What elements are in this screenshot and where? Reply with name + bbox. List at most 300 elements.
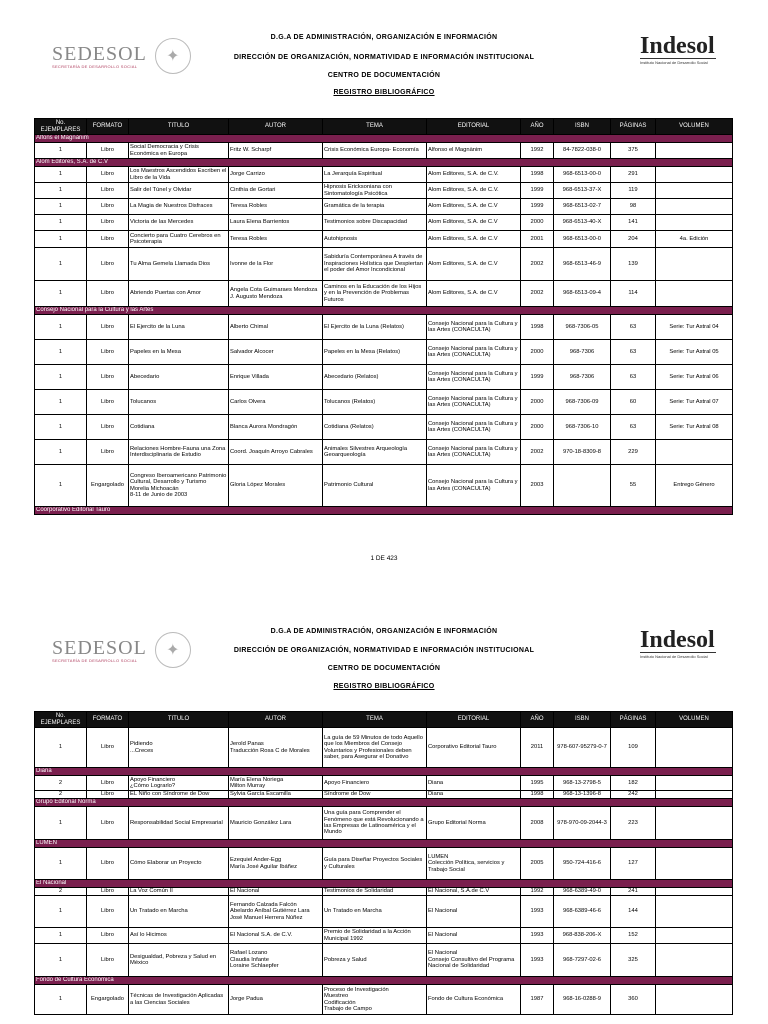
table-cell: 2011 — [521, 728, 554, 768]
table-cell: Alfonso el Magnànim — [427, 143, 521, 159]
table-cell: Libro — [87, 896, 129, 928]
column-header: FORMATO — [87, 712, 129, 728]
table-cell: Diana — [427, 791, 521, 799]
table-cell: Libro — [87, 315, 129, 340]
table-cell: 968-6513-09-4 — [554, 281, 611, 307]
table-cell: Cotidiana — [129, 415, 229, 440]
table-cell: Alom Editores, S.A. de C.V. — [427, 167, 521, 183]
column-header: EDITORIAL — [427, 712, 521, 728]
table-cell: Hipnosis Ericksoniana con Sintomatología Psicótica — [323, 183, 427, 199]
table-cell: 4a. Edición — [656, 231, 733, 248]
table-cell: 968-6389-46-6 — [554, 896, 611, 928]
table-cell: 1998 — [521, 315, 554, 340]
table-cell: Fritz W. Scharpf — [229, 143, 323, 159]
table-cell: Rafael Lozano Claudia Infante Loraine Schlaepfer — [229, 944, 323, 977]
column-header: TEMA — [323, 119, 427, 135]
table-cell — [656, 776, 733, 791]
table-cell: 223 — [611, 807, 656, 840]
publisher-group-label: Coorporativo Editorial Tauro — [35, 507, 733, 515]
table-cell: Corporativo Editorial Tauro — [427, 728, 521, 768]
table-cell: El Nacional S.A. de C.V. — [229, 928, 323, 944]
table-cell: 204 — [611, 231, 656, 248]
table-cell: Entrego Género — [656, 465, 733, 507]
table-cell: 1 — [35, 848, 87, 880]
table-cell — [656, 807, 733, 840]
table-cell: 141 — [611, 215, 656, 231]
table-cell: Mauricio González Lara — [229, 807, 323, 840]
publisher-group-row — [35, 768, 733, 776]
table-cell: Abriendo Puertas con Amor — [129, 281, 229, 307]
table-cell: Pidiendo ...Creces — [129, 728, 229, 768]
table-cell: Consejo Nacional para la Cultura y las Artes (CONACULTA) — [427, 315, 521, 340]
table-cell: Serie: Tur Astral 04 — [656, 315, 733, 340]
table-header-row — [35, 712, 733, 728]
table-cell: Libro — [87, 807, 129, 840]
table-cell: Jorge Carrizo — [229, 167, 323, 183]
table-cell: 1993 — [521, 944, 554, 977]
table-cell: 152 — [611, 928, 656, 944]
column-header: AÑO — [521, 712, 554, 728]
publisher-group-label: LUMEN — [35, 840, 733, 848]
table-cell: El Nacional, S.A.de C.V — [427, 888, 521, 896]
table-row — [35, 985, 733, 1015]
table-cell: 968-7306-05 — [554, 315, 611, 340]
table-row — [35, 848, 733, 880]
table-cell: Gloria López Morales — [229, 465, 323, 507]
column-header: PÁGINAS — [611, 712, 656, 728]
table-cell: 950-724-416-6 — [554, 848, 611, 880]
table-cell — [656, 791, 733, 799]
table-cell: Desigualdad, Pobreza y Salud en México — [129, 944, 229, 977]
table-cell: 1 — [35, 985, 87, 1015]
table-cell: 1999 — [521, 183, 554, 199]
header-line-3: CENTRO DE DOCUMENTACIÓN — [327, 72, 441, 79]
table-cell: 241 — [611, 888, 656, 896]
table-cell: Teresa Robles — [229, 199, 323, 215]
table-cell: Consejo Nacional para la Cultura y las Artes (CONACULTA) — [427, 440, 521, 465]
table-cell: Congreso Iberoamericano Patrimonio Cultural, Desarrollo y Turismo Morelia Michoacán 8-11 de Junio de 2003 — [129, 465, 229, 507]
table-cell: El Nacional Consejo Consultivo del Programa Nacional de Solidaridad — [427, 944, 521, 977]
table-cell: Libro — [87, 143, 129, 159]
table-cell: Ivonne de la Flor — [229, 248, 323, 281]
table-cell: Libro — [87, 183, 129, 199]
table-cell: 182 — [611, 776, 656, 791]
table-cell: Ezequiel Ander-Egg María José Aguilar Ibáñez — [229, 848, 323, 880]
table-cell: Abecedario (Relatos) — [323, 365, 427, 390]
table-cell: Así lo Hicimos — [129, 928, 229, 944]
table-cell: El Nacional — [229, 888, 323, 896]
table-cell: Cotidiana (Relatos) — [323, 415, 427, 440]
table-cell: 1 — [35, 167, 87, 183]
indesol-logo: Indesol Instituto Nacional de Desarrollo Social — [640, 33, 715, 65]
table-cell: 968-13-1396-8 — [554, 791, 611, 799]
table-cell: 1992 — [521, 143, 554, 159]
table-cell: 63 — [611, 365, 656, 390]
table-cell: 968-6389-49-0 — [554, 888, 611, 896]
table-cell: 1 — [35, 440, 87, 465]
table-cell: Técnicas de Investigación Aplicadas a las Ciencias Sociales — [129, 985, 229, 1015]
table-cell: 139 — [611, 248, 656, 281]
table-cell: Angela Cota Guimaraes Mendoza J. Augusto Mendoza — [229, 281, 323, 307]
table-cell: 1 — [35, 315, 87, 340]
table-cell: Libro — [87, 167, 129, 183]
column-header: FORMATO — [87, 119, 129, 135]
table-cell: 63 — [611, 340, 656, 365]
table-row — [35, 896, 733, 928]
table-cell: 968-7297-02-6 — [554, 944, 611, 977]
table-cell: 968-6513-46-9 — [554, 248, 611, 281]
table-cell: 1995 — [521, 776, 554, 791]
header-line-4: REGISTRO BIBLIOGRÁFICO — [333, 89, 435, 96]
header-line-1: D.G.A DE ADMINISTRACIÓN, ORGANIZACIÓN E INFORMACIÓN — [270, 628, 498, 635]
table-row — [35, 944, 733, 977]
table-cell: Diana — [427, 776, 521, 791]
table-cell: Consejo Nacional para la Cultura y las Artes (CONACULTA) — [427, 415, 521, 440]
table-cell: 1 — [35, 143, 87, 159]
table-cell: La guía de 59 Minutos de todo Aquello que los Miembros del Consejo Voluntarios y Profesionales deben saber, para Asegurar el Donativo — [323, 728, 427, 768]
table-cell: Serie: Tur Astral 08 — [656, 415, 733, 440]
table-cell: 1 — [35, 215, 87, 231]
table-cell — [656, 896, 733, 928]
table-cell: Grupo Editorial Norma — [427, 807, 521, 840]
table-cell: Serie: Tur Astral 05 — [656, 340, 733, 365]
table-cell: EL Niño con Síndrome de Dow — [129, 791, 229, 799]
table-cell: Social Democracia y Crisis Económica en Europa — [129, 143, 229, 159]
table-cell: 119 — [611, 183, 656, 199]
table-cell: Fondo de Cultura Económica — [427, 985, 521, 1015]
table-cell: 1 — [35, 199, 87, 215]
table-cell: Proceso de Investigación Muestreo Codificación Trabajo de Campo — [323, 985, 427, 1015]
table-cell: 375 — [611, 143, 656, 159]
table-cell: 1999 — [521, 365, 554, 390]
table-cell: 968-7306-09 — [554, 390, 611, 415]
table-cell: 2 — [35, 791, 87, 799]
publisher-group-row — [35, 799, 733, 807]
table-cell: Alom Editores, S.A. de C.V — [427, 248, 521, 281]
table-cell: Un Tratado en Marcha — [323, 896, 427, 928]
table-cell: LUMEN Colección Política, servicios y Trabajo Social — [427, 848, 521, 880]
table-row — [35, 928, 733, 944]
table-cell: 127 — [611, 848, 656, 880]
table-cell: 1 — [35, 365, 87, 390]
table-cell: 1 — [35, 807, 87, 840]
table-cell: 968-6513-00-0 — [554, 231, 611, 248]
column-header: AUTOR — [229, 119, 323, 135]
table-cell: Alom Editores, S.A. de C.V — [427, 215, 521, 231]
table-cell: Libro — [87, 199, 129, 215]
table-cell: El Ejercito de la Luna (Relatos) — [323, 315, 427, 340]
table-cell: Apoyo Financiero — [323, 776, 427, 791]
table-cell: Apoyo Financiero ¿Cómo Lograrlo? — [129, 776, 229, 791]
table-cell: Fernando Calzada Falcón Abelardo Aníbal Gutiérrez Lara José Manuel Herrera Núñez — [229, 896, 323, 928]
table-cell: 2003 — [521, 465, 554, 507]
table-cell: Testimonios de Solidaridad — [323, 888, 427, 896]
table-cell: 63 — [611, 315, 656, 340]
table-cell: Victoria de las Mercedes — [129, 215, 229, 231]
table-cell: Cinthia de Gortari — [229, 183, 323, 199]
table-cell: 1993 — [521, 896, 554, 928]
table-cell: Autohipnosis — [323, 231, 427, 248]
table-cell: Libro — [87, 791, 129, 799]
table-cell: 114 — [611, 281, 656, 307]
table-cell: Alom Editores, S.A. de C.V — [427, 231, 521, 248]
table-cell: Libro — [87, 928, 129, 944]
table-cell: Alberto Chimal — [229, 315, 323, 340]
table-cell: 229 — [611, 440, 656, 465]
table-cell: 2000 — [521, 215, 554, 231]
column-header: EDITORIAL — [427, 119, 521, 135]
table-cell: 978-970-09-2044-3 — [554, 807, 611, 840]
table-cell: El Nacional — [427, 896, 521, 928]
table-cell: María Elena Noriega Milton Murray — [229, 776, 323, 791]
publisher-group-label: Fondo de Cultura Económica — [35, 977, 733, 985]
table-cell: 1998 — [521, 791, 554, 799]
table-cell: Gramática de la terapia — [323, 199, 427, 215]
table-cell — [656, 985, 733, 1015]
publisher-group-row — [35, 880, 733, 888]
table-cell: 968-7306 — [554, 340, 611, 365]
table-cell: Crisis Económica Europa- Economía — [323, 143, 427, 159]
table-cell: Testimonios sobre Discapacidad — [323, 215, 427, 231]
table-cell: La Magia de Nuestros Disfraces — [129, 199, 229, 215]
table-cell: Engargolado — [87, 985, 129, 1015]
table-cell: Concierto para Cuatro Cerebros en Psicoterapia — [129, 231, 229, 248]
table-cell: Libro — [87, 340, 129, 365]
table-cell: 968-6513-00-0 — [554, 167, 611, 183]
publisher-group-label: Consejo Nacional para la Cultura y las Artes — [35, 307, 733, 315]
national-seal-icon: ✦ — [155, 632, 191, 668]
table-cell: 1 — [35, 728, 87, 768]
table-cell: Engargolado — [87, 465, 129, 507]
table-cell: Salvador Alcocer — [229, 340, 323, 365]
publisher-group-label: Diana — [35, 768, 733, 776]
table-cell: 144 — [611, 896, 656, 928]
table-cell: Serie: Tur Astral 06 — [656, 365, 733, 390]
table-cell: 1 — [35, 248, 87, 281]
table-cell: 2002 — [521, 248, 554, 281]
column-header: VOLUMEN — [656, 119, 733, 135]
table-cell: 968-7306 — [554, 365, 611, 390]
publisher-group-label: El Nacional — [35, 880, 733, 888]
table-cell — [656, 848, 733, 880]
table-cell: 968-6513-40-X — [554, 215, 611, 231]
table-cell: 2000 — [521, 390, 554, 415]
page-number: 1 DE 423 — [370, 555, 398, 562]
table-cell: Una guía para Comprender el Fenómeno que está Revolucionando a las Empresas de Latinoamérica y el Mundo — [323, 807, 427, 840]
table-cell: 978-607-95279-0-7 — [554, 728, 611, 768]
table-cell: El Nacional — [427, 928, 521, 944]
table-cell: 970-18-8309-8 — [554, 440, 611, 465]
table-cell: Libro — [87, 248, 129, 281]
header-line-4: REGISTRO BIBLIOGRÁFICO — [333, 683, 435, 690]
table-cell: Carlos Olvera — [229, 390, 323, 415]
column-header: TITULO — [129, 119, 229, 135]
header-line-3: CENTRO DE DOCUMENTACIÓN — [327, 665, 441, 672]
table-cell: Abecedario — [129, 365, 229, 390]
table-cell: 2008 — [521, 807, 554, 840]
table-cell: Libro — [87, 848, 129, 880]
table-cell: 60 — [611, 390, 656, 415]
table-cell: 1 — [35, 390, 87, 415]
table-cell: Libro — [87, 415, 129, 440]
header-line-2: DIRECCIÓN DE ORGANIZACIÓN, NORMATIVIDAD E INFORMACIÓN INSTITUCIONAL — [233, 647, 535, 654]
table-cell: 1998 — [521, 167, 554, 183]
sedesol-logo: SEDESOL SECRETARÍA DE DESARROLLO SOCIAL ✦ — [52, 632, 191, 668]
table-cell: 1 — [35, 340, 87, 365]
table-cell: Los Maestros Ascendidos Escriben el Libro de la Vida — [129, 167, 229, 183]
table-row — [35, 888, 733, 896]
table-row — [35, 791, 733, 799]
publisher-group-label: Alfons el Magnànim — [35, 135, 733, 143]
column-header: AUTOR — [229, 712, 323, 728]
table-cell: La Voz Común II — [129, 888, 229, 896]
column-header: ISBN — [554, 712, 611, 728]
publisher-group-label: Grupo Editorial Norma — [35, 799, 733, 807]
table-cell: Cómo Elaborar un Proyecto — [129, 848, 229, 880]
table-cell: 968-6513-37-X — [554, 183, 611, 199]
table-cell: 2000 — [521, 340, 554, 365]
publisher-group-row — [35, 977, 733, 985]
table-cell: 2005 — [521, 848, 554, 880]
table-cell: Tu Alma Gemela Llamada Dios — [129, 248, 229, 281]
table-cell: 63 — [611, 415, 656, 440]
table-cell: Libro — [87, 728, 129, 768]
column-header: TEMA — [323, 712, 427, 728]
table-cell: Libro — [87, 390, 129, 415]
header-line-2: DIRECCIÓN DE ORGANIZACIÓN, NORMATIVIDAD E INFORMACIÓN INSTITUCIONAL — [233, 54, 535, 61]
table-cell: Animales Silvestres Arqueología Geoarqueología — [323, 440, 427, 465]
table-cell: Síndrome de Dow — [323, 791, 427, 799]
registry-table-page-2 — [34, 711, 733, 1015]
table-cell: 2 — [35, 776, 87, 791]
table-cell: Serie: Tur Astral 07 — [656, 390, 733, 415]
table-row — [35, 728, 733, 768]
table-cell: Alom Editores, S.A. de C.V. — [427, 183, 521, 199]
table-cell: 1 — [35, 415, 87, 440]
publisher-group-label: Alom Editores, S.A. de C.V — [35, 159, 733, 167]
table-cell: Tolucanos (Relatos) — [323, 390, 427, 415]
table-cell: 55 — [611, 465, 656, 507]
table-cell: Libro — [87, 440, 129, 465]
column-header: No. EJEMPLARES — [35, 119, 87, 135]
table-cell — [656, 728, 733, 768]
table-cell: Libro — [87, 281, 129, 307]
table-cell: Guía para Diseñar Proyectos Sociales y Culturales — [323, 848, 427, 880]
table-cell: Relaciones Hombre-Fauna una Zona Interdisciplinaria de Estudio — [129, 440, 229, 465]
table-cell: Pobreza y Salud — [323, 944, 427, 977]
column-header: PÁGINAS — [611, 119, 656, 135]
table-cell: Consejo Nacional para la Cultura y las Artes (CONACULTA) — [427, 340, 521, 365]
publisher-group-row — [35, 840, 733, 848]
table-cell: Responsabilidad Social Empresarial — [129, 807, 229, 840]
table-cell: 1 — [35, 896, 87, 928]
table-cell: Sylvia García Escamilla — [229, 791, 323, 799]
table-cell: Caminos en la Educación de los Hijos y en la Prevención de Problemas Futuros — [323, 281, 427, 307]
table-cell: Un Tratado en Marcha — [129, 896, 229, 928]
table-cell: Premio de Solidaridad a la Acción Municipal 1992 — [323, 928, 427, 944]
table-cell: 1 — [35, 465, 87, 507]
indesol-logo: Indesol Instituto Nacional de Desarrollo Social — [640, 627, 715, 659]
table-cell: 2 — [35, 888, 87, 896]
table-cell: 1992 — [521, 888, 554, 896]
table-cell — [656, 928, 733, 944]
table-cell: Papeles en la Mesa (Relatos) — [323, 340, 427, 365]
table-cell: Jerold Panas Traducción Rosa C de Morales — [229, 728, 323, 768]
table-cell: Jorge Padua — [229, 985, 323, 1015]
table-cell: 109 — [611, 728, 656, 768]
table-cell: Consejo Nacional para la Cultura y las Artes (CONACULTA) — [427, 465, 521, 507]
table-cell: 325 — [611, 944, 656, 977]
table-cell: Laura Elena Barrientos — [229, 215, 323, 231]
table-cell: Libro — [87, 888, 129, 896]
table-cell: Tolucanos — [129, 390, 229, 415]
table-row — [35, 776, 733, 791]
table-cell: Alom Editores, S.A. de C.V — [427, 199, 521, 215]
sedesol-logo: SEDESOL SECRETARÍA DE DESARROLLO SOCIAL ✦ — [52, 38, 191, 74]
table-cell: 968-838-206-X — [554, 928, 611, 944]
table-cell: 360 — [611, 985, 656, 1015]
table-cell: Alom Editores, S.A. de C.V — [427, 281, 521, 307]
table-cell: 1 — [35, 281, 87, 307]
table-cell: 242 — [611, 791, 656, 799]
national-seal-icon: ✦ — [155, 38, 191, 74]
table-cell: Salir del Túnel y Olvidar — [129, 183, 229, 199]
table-cell: 1 — [35, 928, 87, 944]
table-cell: 1 — [35, 231, 87, 248]
table-cell: Libro — [87, 215, 129, 231]
table-cell: 98 — [611, 199, 656, 215]
table-cell: Teresa Robles — [229, 231, 323, 248]
table-cell: Coord. Joaquín Arroyo Cabrales — [229, 440, 323, 465]
column-header: TITULO — [129, 712, 229, 728]
table-cell: Consejo Nacional para la Cultura y las Artes (CONACULTA) — [427, 390, 521, 415]
table-cell: Libro — [87, 776, 129, 791]
table-cell: 968-6513-02-7 — [554, 199, 611, 215]
table-cell: 291 — [611, 167, 656, 183]
table-cell: 2001 — [521, 231, 554, 248]
header-line-1: D.G.A DE ADMINISTRACIÓN, ORGANIZACIÓN E INFORMACIÓN — [270, 34, 498, 41]
table-cell: Sabiduría Contemporánea A través de Inspiraciones Holística que Despiertan el poder del Amor Incondicional — [323, 248, 427, 281]
table-cell: Patrimonio Cultural — [323, 465, 427, 507]
table-cell: Enrique Villada — [229, 365, 323, 390]
table-row — [35, 807, 733, 840]
table-cell: Blanca Aurora Mondragón — [229, 415, 323, 440]
column-header: AÑO — [521, 119, 554, 135]
table-cell: 1999 — [521, 199, 554, 215]
column-header: VOLUMEN — [656, 712, 733, 728]
table-cell: La Jerarquía Espiritual — [323, 167, 427, 183]
table-cell: 2002 — [521, 440, 554, 465]
table-cell: 1 — [35, 944, 87, 977]
table-cell: Papeles en la Mesa — [129, 340, 229, 365]
table-cell: Libro — [87, 365, 129, 390]
table-cell: 1 — [35, 183, 87, 199]
table-cell: Consejo Nacional para la Cultura y las Artes (CONACULTA) — [427, 365, 521, 390]
table-cell: 2002 — [521, 281, 554, 307]
table-cell: El Ejercito de la Luna — [129, 315, 229, 340]
table-cell: 1993 — [521, 928, 554, 944]
table-cell: 968-7306-10 — [554, 415, 611, 440]
table-cell — [656, 944, 733, 977]
table-cell: Libro — [87, 231, 129, 248]
table-cell: 84-7822-038-0 — [554, 143, 611, 159]
table-cell — [656, 888, 733, 896]
table-cell: 2000 — [521, 415, 554, 440]
column-header: ISBN — [554, 119, 611, 135]
table-cell: 1987 — [521, 985, 554, 1015]
table-cell: Libro — [87, 944, 129, 977]
table-cell: 968-13-2798-5 — [554, 776, 611, 791]
